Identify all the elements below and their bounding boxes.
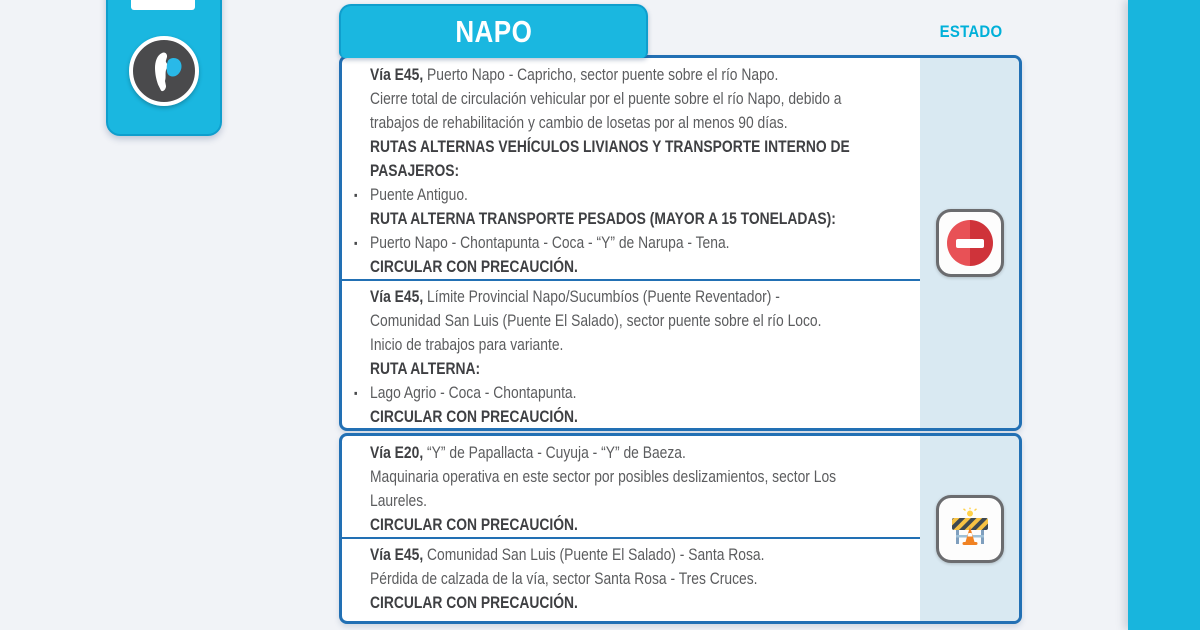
text-line: [370, 309, 941, 333]
estado-cell: [920, 436, 1019, 621]
no-entry-icon-badge: [936, 209, 1004, 277]
text-line: [354, 183, 941, 207]
text-bold: RUTAS ALTERNAS VEHÍCULOS LIVIANOS Y TRANSPORTE INTERNO DE: [370, 138, 850, 156]
text-line: [370, 489, 941, 513]
ecuador-map-icon: [141, 48, 187, 94]
right-accent-bar: [1128, 0, 1200, 630]
road-status-text: [370, 543, 941, 615]
province-tab-label: NAPO: [455, 14, 532, 49]
text-line: [370, 207, 941, 231]
text-bold: RUTA ALTERNA TRANSPORTE PESADOS (MAYOR A 15 TONELADAS):: [370, 210, 836, 228]
text-line: [354, 231, 941, 255]
text-bold: Vía E20,: [370, 444, 428, 462]
ecuador-map-icon: [129, 36, 199, 106]
road-status-row: [342, 436, 920, 537]
rows-column: [342, 436, 920, 621]
text-regular: Lago Agrio - Coca - Chontapunta.: [370, 384, 577, 402]
text-bold: CIRCULAR CON PRECAUCIÓN.: [370, 594, 578, 612]
road-status-text: [354, 63, 941, 279]
text-regular: Puerto Napo - Capricho, sector puente sobre el río Napo.: [427, 66, 779, 84]
road-status-text: [370, 441, 941, 537]
text-bold: CIRCULAR CON PRECAUCIÓN.: [370, 258, 578, 276]
province-tab-napo[interactable]: [339, 4, 648, 58]
text-regular: Maquinaria operativa en este sector por posibles deslizamientos, sector Los: [370, 468, 837, 486]
text-bold: CIRCULAR CON PRECAUCIÓN.: [370, 516, 578, 534]
text-bold: Vía E45,: [370, 288, 428, 306]
estado-cell: [920, 58, 1019, 428]
text-regular: Laureles.: [370, 492, 428, 510]
text-line: [370, 567, 941, 591]
text-line: [370, 333, 941, 357]
roadworks-icon-badge: [936, 495, 1004, 563]
text-bold: RUTA ALTERNA:: [370, 360, 481, 378]
rows-column: [342, 58, 920, 428]
text-regular: Comunidad San Luis (Puente El Salado) - Santa Rosa.: [427, 546, 765, 564]
text-line: [370, 441, 941, 465]
text-regular: Inicio de trabajos para variante.: [370, 336, 564, 354]
text-regular: Límite Provincial Napo/Sucumbíos (Puente Reventador) -: [427, 288, 780, 306]
text-bold: Vía E45,: [370, 546, 428, 564]
text-line: [370, 111, 941, 135]
text-regular: “Y” de Papallacta - Cuyuja - “Y” de Baeza.: [427, 444, 686, 462]
text-bold: Vía E45,: [370, 66, 428, 84]
legend-sign-shape: [131, 0, 195, 10]
text-line: [370, 159, 941, 183]
text-regular: Puerto Napo - Chontapunta - Coca - “Y” de Narupa - Tena.: [370, 234, 730, 252]
text-line: [354, 381, 941, 405]
text-line: [370, 63, 941, 87]
text-regular: Comunidad San Luis (Puente El Salado), sector puente sobre el río Loco.: [370, 312, 822, 330]
estado-column-header: ESTADO: [939, 22, 1003, 41]
road-status-row: [342, 58, 920, 279]
text-line: [370, 135, 941, 159]
roadworks-icon: [948, 507, 992, 551]
text-bold: CIRCULAR CON PRECAUCIÓN.: [370, 408, 578, 426]
no-entry-bar: [956, 239, 984, 248]
text-line: [370, 465, 941, 489]
status-group: [339, 55, 1022, 431]
bullet-icon: ▪: [354, 236, 358, 250]
status-group: [339, 433, 1022, 624]
text-line: [370, 405, 941, 429]
road-status-text: [354, 285, 941, 429]
text-line: [370, 285, 941, 309]
text-line: [370, 255, 941, 279]
text-line: [370, 513, 941, 537]
text-line: [370, 357, 941, 381]
text-line: [370, 87, 941, 111]
text-regular: Puente Antiguo.: [370, 186, 468, 204]
text-regular: trabajos de rehabilitación y cambio de losetas por al menos 90 días.: [370, 114, 788, 132]
no-entry-icon: [947, 220, 993, 266]
road-status-row: [342, 279, 920, 429]
text-bold: PASAJEROS:: [370, 162, 460, 180]
bullet-icon: ▪: [354, 386, 358, 400]
text-regular: Cierre total de circulación vehicular por el puente sobre el río Napo, debido a: [370, 90, 842, 108]
text-regular: Pérdida de calzada de la vía, sector Santa Rosa - Tres Cruces.: [370, 570, 758, 588]
text-line: [370, 591, 941, 615]
road-status-row: [342, 537, 920, 615]
legend-card: [106, 0, 222, 136]
bullet-icon: ▪: [354, 188, 358, 202]
text-line: [370, 543, 941, 567]
